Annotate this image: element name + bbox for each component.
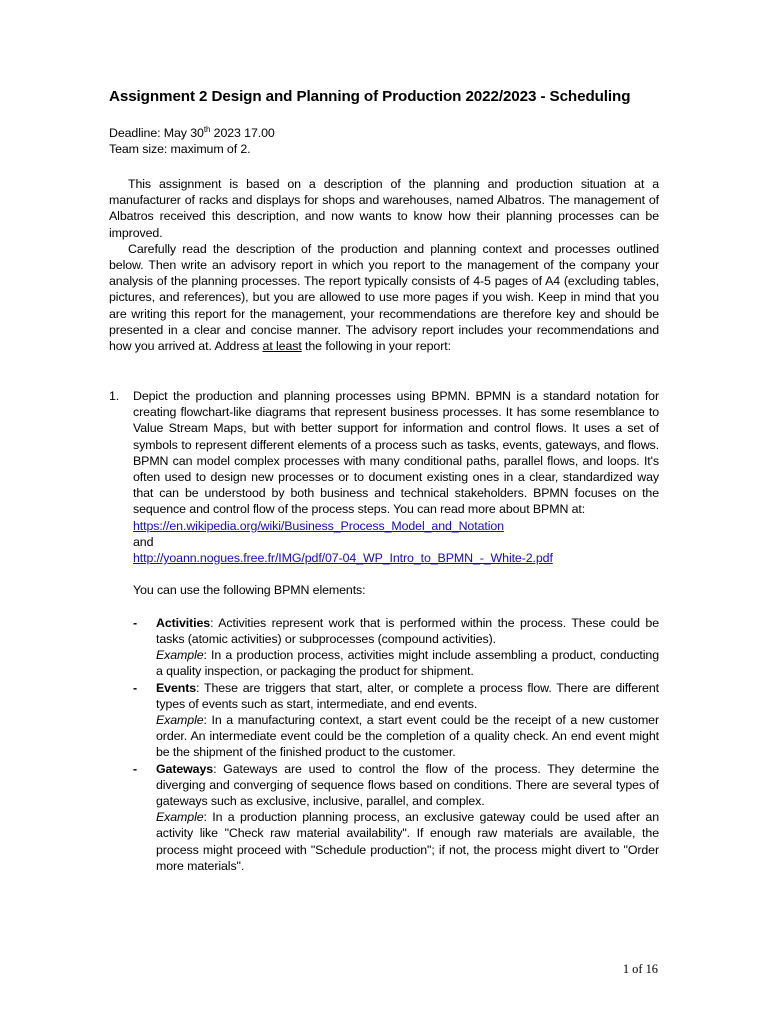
bullet-desc: : Activities represent work that is performed within the process. These could be tasks (atomic activities) or subprocesses (compound activities). (156, 615, 659, 647)
bullet-term: Gateways (156, 761, 214, 776)
example-label: Example (156, 810, 204, 825)
deadline-prefix: Deadline: May 30 (109, 126, 204, 140)
requirements-list (109, 388, 659, 874)
bullet-term: Events (156, 680, 197, 695)
elements-intro: You can use the following BPMN elements: (133, 583, 366, 598)
bullet-dash: - (133, 761, 138, 776)
link-line-2 (109, 550, 659, 566)
deadline-line (109, 125, 659, 141)
example-text: : In a production process, activities might include assembling a product, conducting a quality inspection, or packaging the product for shipment. (156, 648, 659, 679)
bullet-events (109, 680, 659, 761)
list-item-1-text: Depict the production and planning processes using BPMN. BPMN is a standard notation for creating flowchart-like diagrams that represent business processes. It has some resemblance to Value Stream Maps, but with better support for information and control flows. It uses a set of symbols to represent different elements of a process such as tasks, events, gateways, and flows. BPMN can model complex processes with many conditional paths, parallel flows, and loops. It's often used to design new processes or to document existing ones in a clear, standardized way that can be understood by both business and technical stakeholders. BPMN focuses on the sequence and control flow of the process steps. You can read more about BPMN at: (133, 389, 659, 517)
list-item-1 (109, 388, 659, 518)
bullet-desc: : These are triggers that start, alter, or complete a process flow. There are different types of events such as start, intermediate, and end events. (156, 680, 659, 711)
link-line-1 (109, 518, 659, 534)
example-label: Example (156, 713, 204, 728)
intro-section (109, 176, 659, 354)
bullet-dash: - (133, 680, 138, 695)
deadline-ordinal: th (203, 125, 211, 134)
intro-paragraph-1: This assignment is based on a description of the planning and production situation at a manufacturer of racks and displays for shops and warehouses, named Albatros. The management of Albatros received this description, and now wants to know how their planning processes can be improved. (109, 177, 659, 240)
bullet-activities (109, 615, 659, 680)
list-item-number: 1. (109, 389, 120, 403)
spacer (109, 599, 659, 615)
intro-p2-underlined: at least (262, 339, 302, 354)
bpmn-whitepaper-link[interactable]: http://yoann.nogues.free.fr/IMG/pdf/07-04_WP_Intro_to_BPMN_-_White-2.pdf (133, 551, 553, 566)
bullet-desc: : Gateways are used to control the flow of the process. They determine the diverging and converging of sequence flows based on conditions. There are several types of gateways such as exclusive, inclusive, parallel, and complex. (156, 761, 659, 809)
bullet-dash: - (133, 615, 138, 630)
page-number: 1 of 16 (622, 962, 658, 976)
bpmn-wikipedia-link[interactable]: https://en.wikipedia.org/wiki/Business_Process_Model_and_Notation (133, 518, 504, 533)
intro-p2-tail: the following in your report: (301, 339, 451, 354)
bullet-term: Activities (156, 615, 211, 630)
bullet-gateways (109, 761, 659, 874)
team-size-line: Team size: maximum of 2. (109, 142, 251, 157)
example-label: Example (156, 648, 204, 663)
deadline-suffix: 2023 17.00 (210, 126, 275, 140)
document-title: Assignment 2 Design and Planning of Production 2022/2023 - Scheduling (109, 88, 631, 105)
and-line: and (133, 534, 154, 549)
assignment-meta (109, 125, 659, 157)
example-text: : In a production planning process, an exclusive gateway could be used after an activity like "Check raw material availability". If enough raw materials are available, the process might proceed with "Schedule production"; if not, the process might divert to "Order more materials". (156, 810, 659, 873)
intro-paragraph-2 (109, 241, 659, 354)
intro-p2-text: Carefully read the description of the production and planning context and processes outlined below. Then write an advisory report in which you report to the management of the company your analysis of the planning processes. The report typically consists of 4-5 pages of A4 (excluding tables, pictures, and references), but you are allowed to use more pages if you wish. Keep in mind that you are writing this report for the management, your recommendations are therefore key and should be presented in a clear and concise manner. The advisory report includes your recommendations and how you arrived at. Address (109, 241, 659, 354)
spacer (109, 566, 659, 582)
example-text: : In a manufacturing context, a start event could be the receipt of a new customer order. An intermediate event could be the completion of a quality check. An end event might be the shipment of the finished product to the customer. (156, 713, 659, 760)
